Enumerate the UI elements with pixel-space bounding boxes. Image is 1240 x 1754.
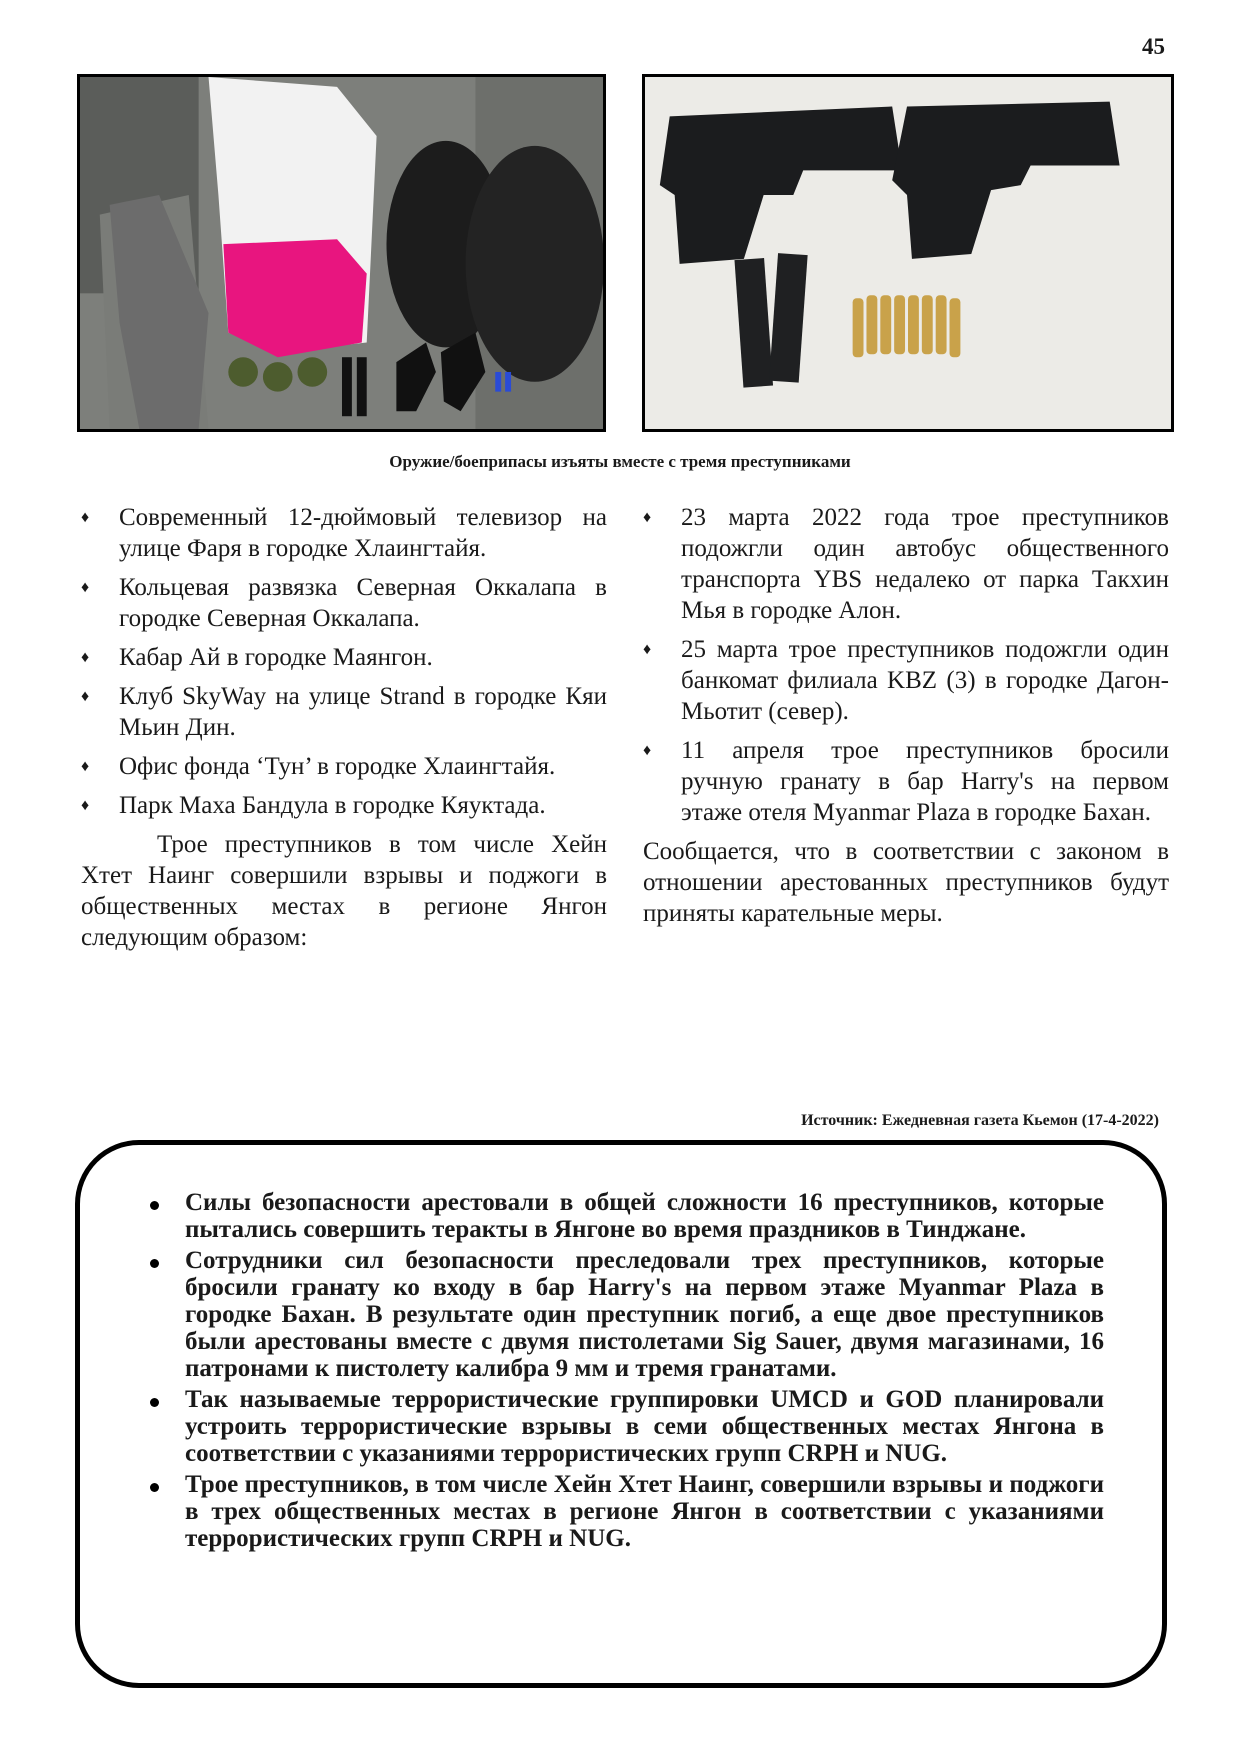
grenade-3 bbox=[298, 357, 328, 386]
summary-item: Трое преступников, в том числе Хейн Хтет Наинг, совершили взрывы и поджоги в трех общественных местах в регионе Янгон в соответствии с указаниями террористических групп CRPH и NUG. bbox=[140, 1471, 1104, 1552]
right-column bbox=[643, 502, 1169, 929]
diamond-bullet-icon: ♦ bbox=[81, 758, 90, 775]
list-item: ♦ 25 марта трое преступников подожгли один банкомат филиала KBZ (3) в городке Дагон-Мьотит (север). bbox=[643, 636, 1169, 725]
summary-item: Сотрудники сил безопасности преследовали трех преступников, которые бросили гранату ко входу в бар Harry's на первом этаже Myanmar Plaza в городке Бахан. В результате один преступник погиб, а еще двое преступников были арестованы вместе с двумя пистолетами Sig Sauer, двумя магазинами, 16 патронами к пистолету калибра 9 мм и тремя гранатами. bbox=[140, 1247, 1104, 1382]
round-bullet-icon bbox=[150, 1259, 159, 1268]
round-bullet-icon bbox=[150, 1483, 159, 1492]
photo-caption: Оружие/боеприпасы изъяты вместе с тремя преступниками bbox=[389, 452, 851, 471]
seized-items-illustration bbox=[80, 77, 603, 429]
list-item: ♦ Парк Маха Бандула в городке Кяуктада. bbox=[81, 792, 546, 819]
diamond-bullet-icon: ♦ bbox=[81, 509, 90, 526]
diamond-bullet-icon: ♦ bbox=[81, 579, 90, 596]
grenade-2 bbox=[263, 362, 293, 391]
seized-items-photo bbox=[77, 74, 606, 432]
round-bullet-icon bbox=[150, 1398, 159, 1407]
magazine-2 bbox=[357, 357, 367, 416]
diamond-bullet-icon: ♦ bbox=[81, 797, 90, 814]
list-item: ♦ Современный 12-дюймовый телевизор на улице Фаря в городке Хлаингтайя. bbox=[81, 504, 607, 562]
weapons-illustration bbox=[645, 77, 1171, 429]
left-paragraph: Трое преступников в том числе Хейн Хтет Наинг совершили взрывы и поджоги в общественных местах в регионе Янгон следующим образом: bbox=[81, 831, 607, 951]
round-bullet-icon bbox=[150, 1201, 159, 1210]
magazine-1 bbox=[342, 357, 352, 416]
weapons-photo bbox=[642, 74, 1174, 432]
summary-box bbox=[75, 1140, 1167, 1688]
list-item: ♦ Офис фонда ‘Тун’ в городке Хлаингтайя. bbox=[81, 753, 556, 780]
left-column bbox=[81, 502, 607, 953]
summary-item: Силы безопасности арестовали в общей сложности 16 преступников, которые пытались совершить теракты в Янгоне во время праздников в Тинджане. bbox=[140, 1189, 1104, 1243]
list-item: ♦ Кабар Ай в городке Маянгон. bbox=[81, 644, 433, 671]
diamond-bullet-icon: ♦ bbox=[81, 649, 90, 666]
right-paragraph: Сообщается, что в соответствии с законом в отношении арестованных преступников будут приняты карательные меры. bbox=[643, 838, 1169, 927]
list-item: ♦ 23 марта 2022 года трое преступников подожгли один автобус общественного транспорта YBS недалеко от парка Такхин Мья в городке Алон. bbox=[643, 504, 1169, 624]
diamond-bullet-icon: ♦ bbox=[643, 509, 652, 526]
diamond-bullet-icon: ♦ bbox=[81, 688, 90, 705]
summary-item: Так называемые террористические группировки UMCD и GOD планировали устроить террористические взрывы в семи общественных местах Янгона в соответствии с указаниями террористических групп CRPH и NUG. bbox=[140, 1386, 1104, 1467]
list-item: ♦ Кольцевая развязка Северная Оккалапа в городке Северная Оккалапа. bbox=[81, 574, 607, 632]
source-credit: Источник: Ежедневная газета Кьемон (17-4-2022) bbox=[801, 1112, 1159, 1129]
shirt-pink-panel bbox=[223, 239, 366, 357]
list-item: ♦ 11 апреля трое преступников бросили ручную гранату в бар Harry's на первом этаже отеля Myanmar Plaza в городке Бахан. bbox=[643, 737, 1169, 826]
right-bullet-list bbox=[643, 502, 1169, 828]
grenade-1 bbox=[228, 357, 258, 386]
diamond-bullet-icon: ♦ bbox=[643, 742, 652, 759]
left-bullet-list bbox=[81, 502, 607, 821]
summary-list bbox=[80, 1145, 1162, 1552]
backpack-2 bbox=[466, 146, 603, 382]
diamond-bullet-icon: ♦ bbox=[643, 641, 652, 658]
page-number: 45 bbox=[1142, 34, 1165, 59]
list-item: ♦ Клуб SkyWay на улице Strand в городке Кяи Мьин Дин. bbox=[81, 683, 607, 741]
